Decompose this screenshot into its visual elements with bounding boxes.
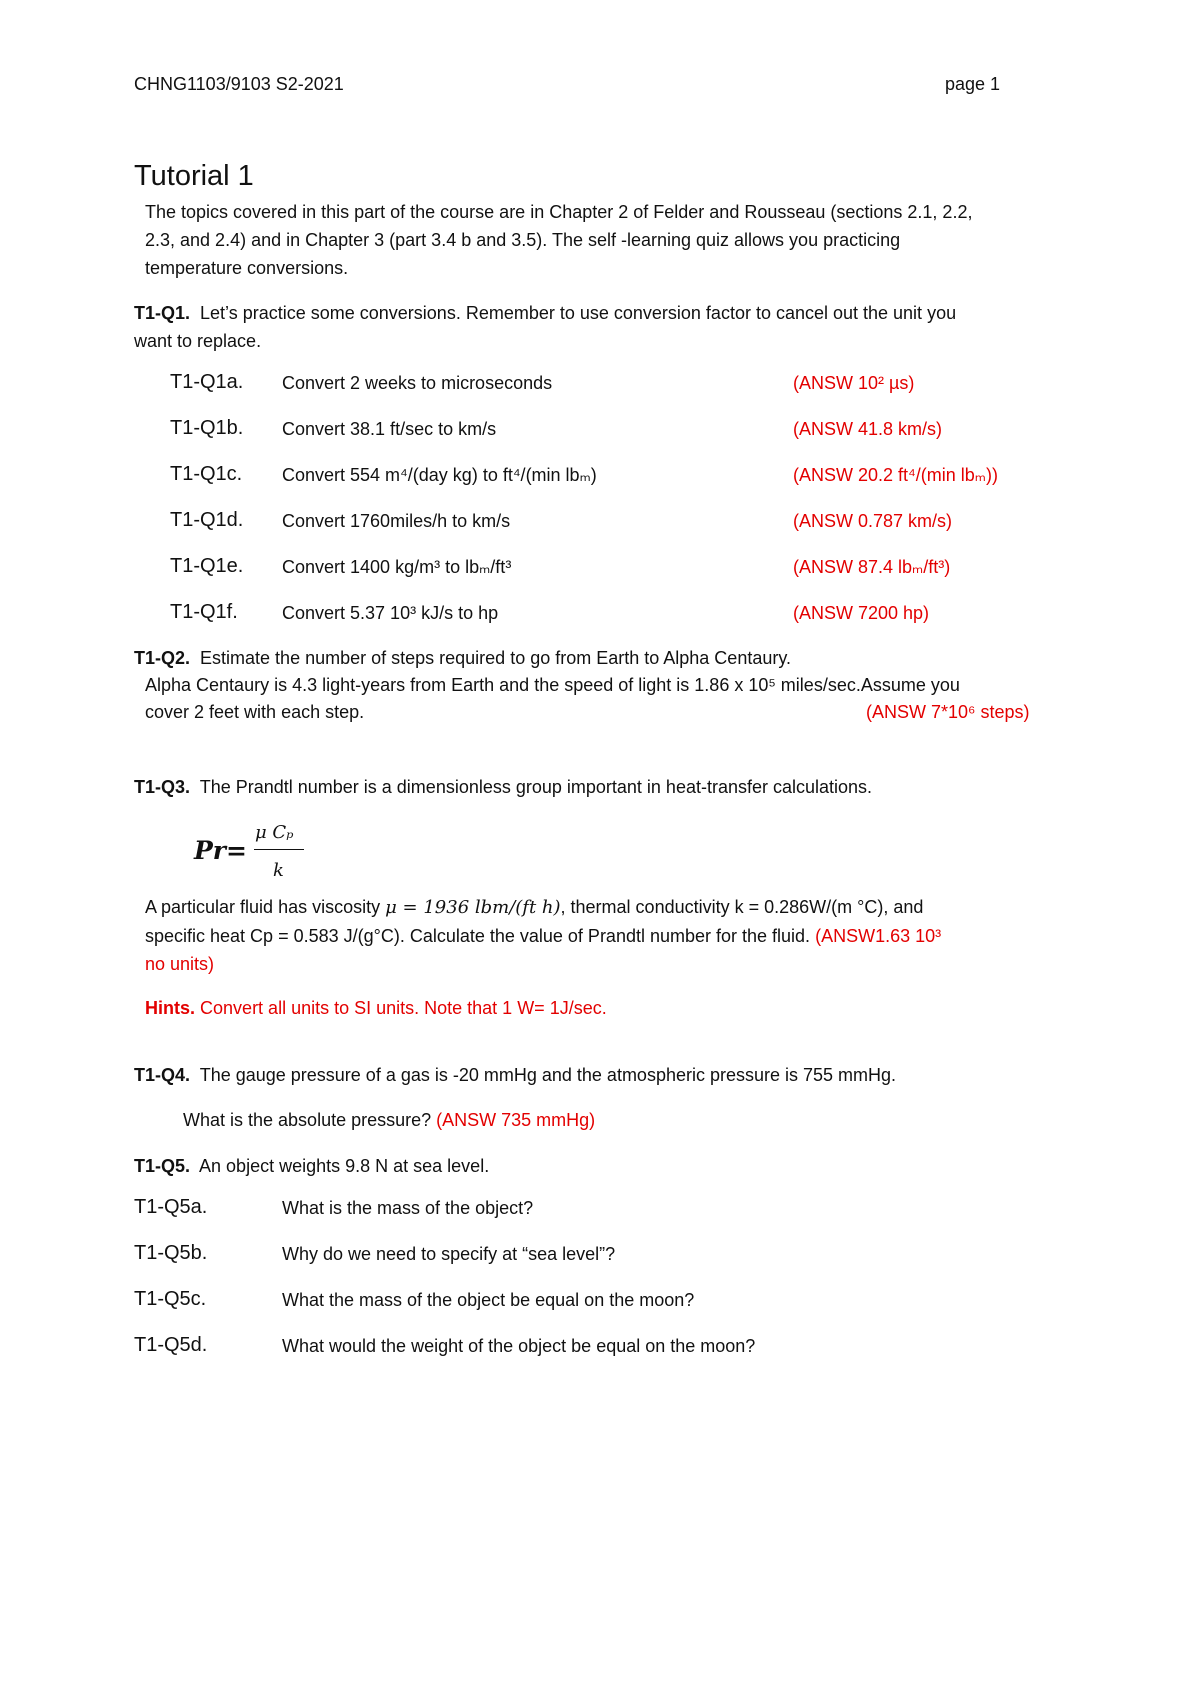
course-code: CHNG1103/9103 S2-2021 — [134, 74, 344, 94]
q1a-label: T1-Q1a. — [170, 371, 244, 393]
q3-text: The Prandtl number is a dimensionless group important in heat-transfer calculations. — [199, 777, 873, 797]
q4-line-2 — [183, 1106, 595, 1134]
q2-line-1 — [134, 644, 791, 672]
q3-answer-a: (ANSW1.63 10³ — [815, 926, 942, 946]
q5d-label: T1-Q5d. — [134, 1334, 208, 1356]
q1f-label: T1-Q1f. — [170, 601, 238, 623]
q3-answer-b: no units) — [145, 954, 215, 974]
formula-denominator: k — [273, 860, 284, 881]
formula-lhs: Pr= — [194, 836, 247, 865]
q2-label: T1-Q2. — [134, 648, 191, 668]
q5-line-1 — [134, 1152, 489, 1180]
q1b-task: Convert 38.1 ft/sec to km/s — [282, 419, 497, 439]
q5c-label: T1-Q5c. — [134, 1288, 207, 1310]
q3-hints — [145, 994, 607, 1022]
hints-label: Hints. — [145, 998, 196, 1018]
q3-line-1 — [134, 773, 872, 801]
q5d-task: What would the weight of the object be equal on the moon? — [282, 1336, 756, 1356]
q4-line-1 — [134, 1061, 896, 1089]
q2-line-2: Alpha Centaury is 4.3 light-years from Earth and the speed of light is 1.86 x 10⁵ miles/sec.Assume you — [145, 675, 960, 695]
q1-line-2: want to replace. — [134, 331, 262, 351]
q4-question: What is the absolute pressure? — [183, 1110, 432, 1130]
q1b-answer: (ANSW 41.8 km/s) — [793, 419, 943, 439]
q1a-answer: (ANSW 10² µs) — [793, 373, 915, 393]
q3-label: T1-Q3. — [134, 777, 191, 797]
q2-answer: (ANSW 7*10⁶ steps) — [866, 702, 1030, 722]
q4-label: T1-Q4. — [134, 1065, 191, 1085]
q5-label: T1-Q5. — [134, 1156, 191, 1176]
q3-line-2 — [145, 893, 923, 922]
q1-line-1 — [134, 299, 956, 327]
fraction-bar — [254, 849, 304, 850]
viscosity-expression: μ = 1936 lbm/(ft h) — [385, 897, 561, 918]
q1d-label: T1-Q1d. — [170, 509, 244, 531]
page-title: Tutorial 1 — [134, 160, 254, 192]
q1f-task: Convert 5.37 10³ kJ/s to hp — [282, 603, 499, 623]
q4-answer: (ANSW 735 mmHg) — [436, 1110, 596, 1130]
q5a-task: What is the mass of the object? — [282, 1198, 534, 1218]
q1e-answer: (ANSW 87.4 lbₘ/ft³) — [793, 557, 951, 577]
q1-text: Let’s practice some conversions. Remember to use conversion factor to cancel out the unit you — [200, 303, 957, 323]
q3-line-2-post: , thermal conductivity k = 0.286W/(m °C), and — [560, 897, 924, 917]
intro-line-1: The topics covered in this part of the course are in Chapter 2 of Felder and Rousseau (sections 2.1, 2.2, — [145, 202, 973, 222]
q1c-label: T1-Q1c. — [170, 463, 243, 485]
q2-line-3: cover 2 feet with each step. — [145, 702, 365, 722]
formula-numerator: μ Cₚ — [255, 822, 294, 843]
q3-line-3 — [145, 922, 941, 950]
q1d-answer: (ANSW 0.787 km/s) — [793, 511, 953, 531]
q1c-answer: (ANSW 20.2 ft⁴/(min lbₘ)) — [793, 465, 998, 485]
q3-line-2-pre: A particular fluid has viscosity — [145, 897, 386, 917]
q1e-label: T1-Q1e. — [170, 555, 244, 577]
q1a-task: Convert 2 weeks to microseconds — [282, 373, 553, 393]
intro-line-3: temperature conversions. — [145, 258, 349, 278]
q5-text: An object weights 9.8 N at sea level. — [199, 1156, 490, 1176]
q5a-label: T1-Q5a. — [134, 1196, 208, 1218]
q1f-answer: (ANSW 7200 hp) — [793, 603, 930, 623]
q5c-task: What the mass of the object be equal on the moon? — [282, 1290, 695, 1310]
q1d-task: Convert 1760miles/h to km/s — [282, 511, 511, 531]
q1-label: T1-Q1. — [134, 303, 191, 323]
page-number: page 1 — [945, 74, 1001, 94]
q4-text: The gauge pressure of a gas is -20 mmHg and the atmospheric pressure is 755 mmHg. — [199, 1065, 897, 1085]
q2-text: Estimate the number of steps required to go from Earth to Alpha Centaury. — [200, 648, 792, 668]
intro-line-2: 2.3, and 2.4) and in Chapter 3 (part 3.4 b and 3.5). The self -learning quiz allows you practicing — [145, 230, 901, 250]
hints-text: Convert all units to SI units. Note that 1 W= 1J/sec. — [200, 998, 607, 1018]
q1b-label: T1-Q1b. — [170, 417, 244, 439]
q5b-task: Why do we need to specify at “sea level”? — [282, 1244, 616, 1264]
q1c-task: Convert 554 m⁴/(day kg) to ft⁴/(min lbₘ) — [282, 465, 597, 485]
q5b-label: T1-Q5b. — [134, 1242, 208, 1264]
q1e-task: Convert 1400 kg/m³ to lbₘ/ft³ — [282, 557, 512, 577]
q3-line-3-text: specific heat Cp = 0.583 J/(g°C). Calculate the value of Prandtl number for the fluid. — [145, 926, 811, 946]
